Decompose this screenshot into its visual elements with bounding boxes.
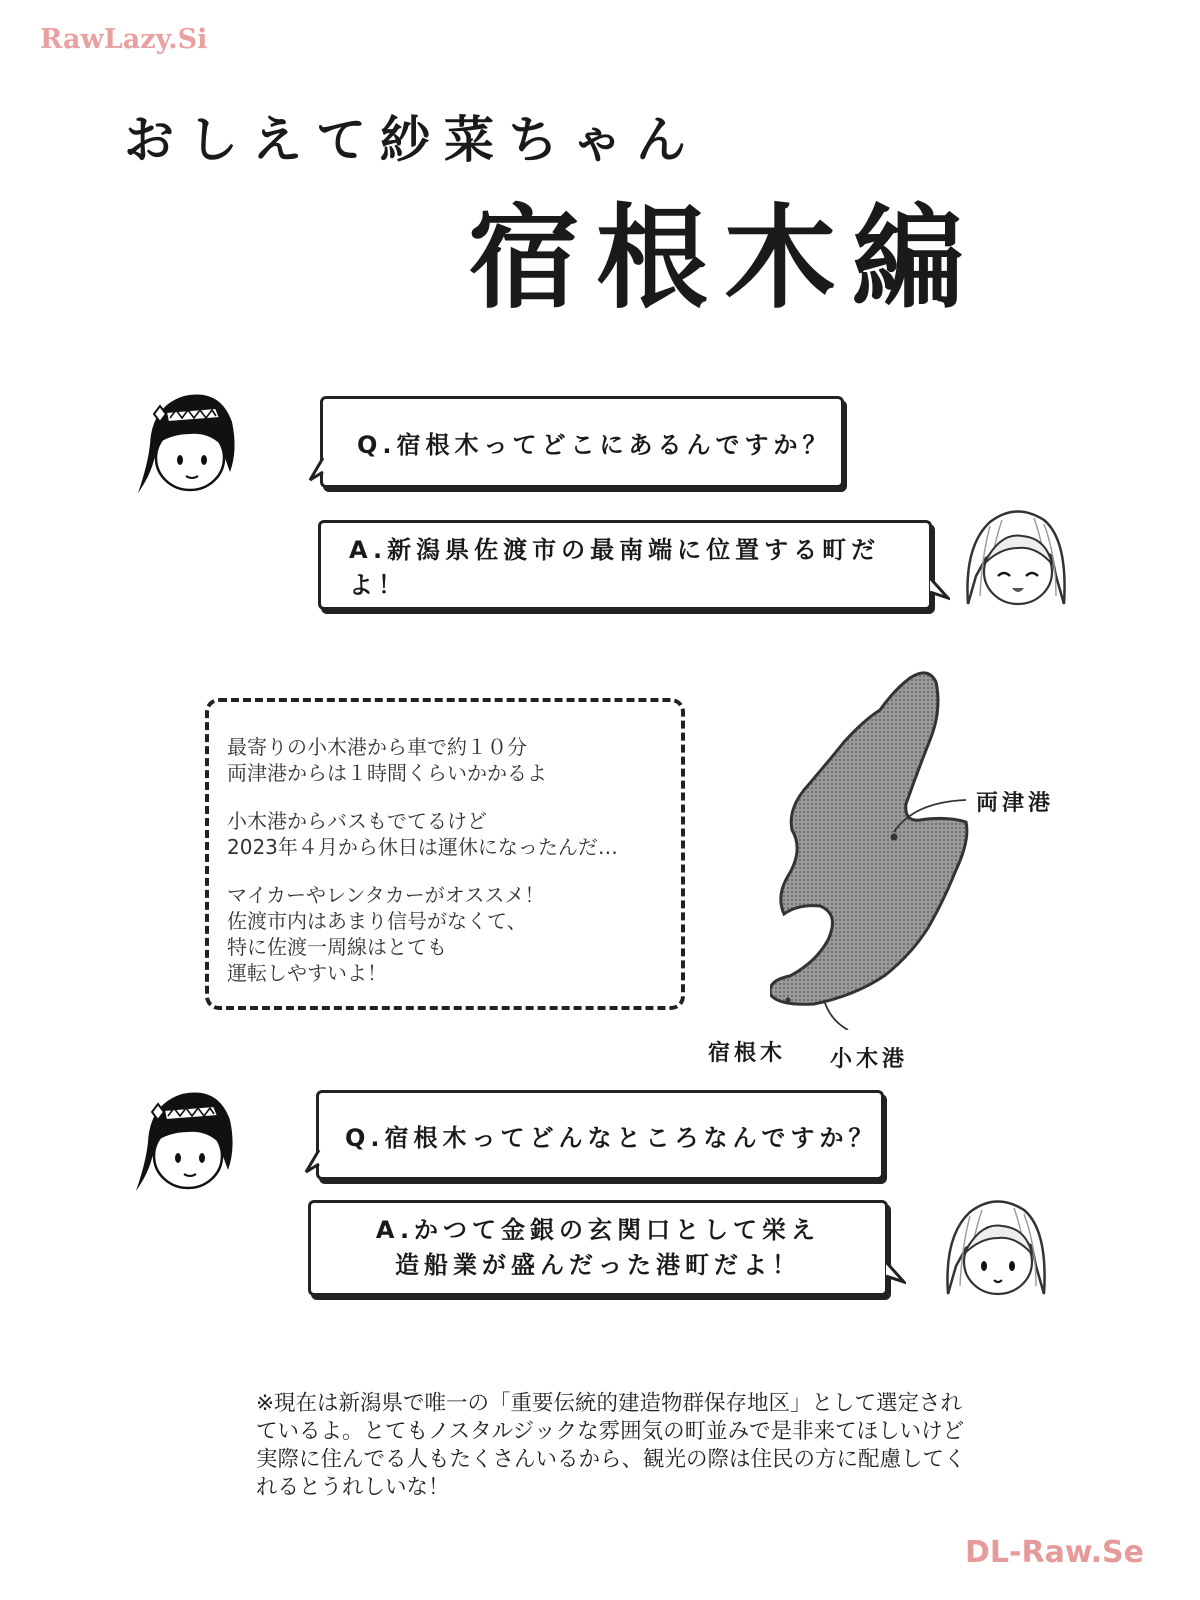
info-paragraph-3: マイカーやレンタカーがオススメ！ 佐渡市内はあまり信号がなくて、 特に佐渡一周線はとても 運転しやすいよ！ xyxy=(227,883,545,985)
questioner-avatar-icon xyxy=(124,388,242,498)
question-text-1: Q.宿根木ってどこにあるんですか？ xyxy=(357,430,832,459)
episode-title: 宿根木編 xyxy=(468,194,980,324)
answer-text-1: A.新潟県佐渡市の最南端に位置する町だよ！ xyxy=(349,536,881,599)
bubble-tail-1 xyxy=(308,458,326,482)
sado-island-map xyxy=(770,670,1070,1030)
answer-text-2b: 造船業が盛んだった港町だよ！ xyxy=(395,1251,801,1279)
bubble-tail-2 xyxy=(928,578,950,602)
series-title: おしえて紗菜ちゃん xyxy=(124,111,700,169)
answer-text-2a: A.かつて金銀の玄関口として栄え xyxy=(375,1216,821,1245)
bubble-tail-4 xyxy=(884,1262,906,1286)
watermark-bottom: DL-Raw.Se xyxy=(965,1535,1144,1570)
bubble-tail-3 xyxy=(304,1150,322,1174)
answerer-avatar-icon-2 xyxy=(940,1196,1050,1300)
answer-bubble-2 xyxy=(308,1200,888,1296)
question-bubble-1 xyxy=(320,396,844,488)
question-bubble-2 xyxy=(316,1090,884,1180)
info-box xyxy=(205,698,685,1010)
watermark-top: RawLazy.Si xyxy=(40,24,208,55)
label-ryotsu-port: 両津港 xyxy=(976,791,1055,816)
question-text-2: Q.宿根木ってどんなところなんですか？ xyxy=(345,1123,878,1152)
questioner-avatar-icon-2 xyxy=(122,1086,240,1196)
info-paragraph-1: 最寄りの小木港から車で約１０分 両津港からは１時間くらいかかるよ xyxy=(227,735,547,785)
label-shukunegi: 宿根木 xyxy=(708,1041,787,1066)
label-ogi-port: 小木港 xyxy=(830,1047,909,1072)
info-paragraph-2: 小木港からバスもでてるけど 2023年４月から休日は運休になったんだ… xyxy=(227,809,618,859)
footnote: ※現在は新潟県で唯一の「重要伝統的建造物群保存地区」として選定されているよ。とてもノスタルジックな雰囲気の町並みで是非来てほしいけど実際に住んでる人もたくさんいるから、観光の際は住民の方に配慮してくれるとうれしいな！ xyxy=(256,1391,966,1500)
answerer-avatar-icon xyxy=(960,506,1070,610)
answer-bubble-1 xyxy=(318,520,932,610)
